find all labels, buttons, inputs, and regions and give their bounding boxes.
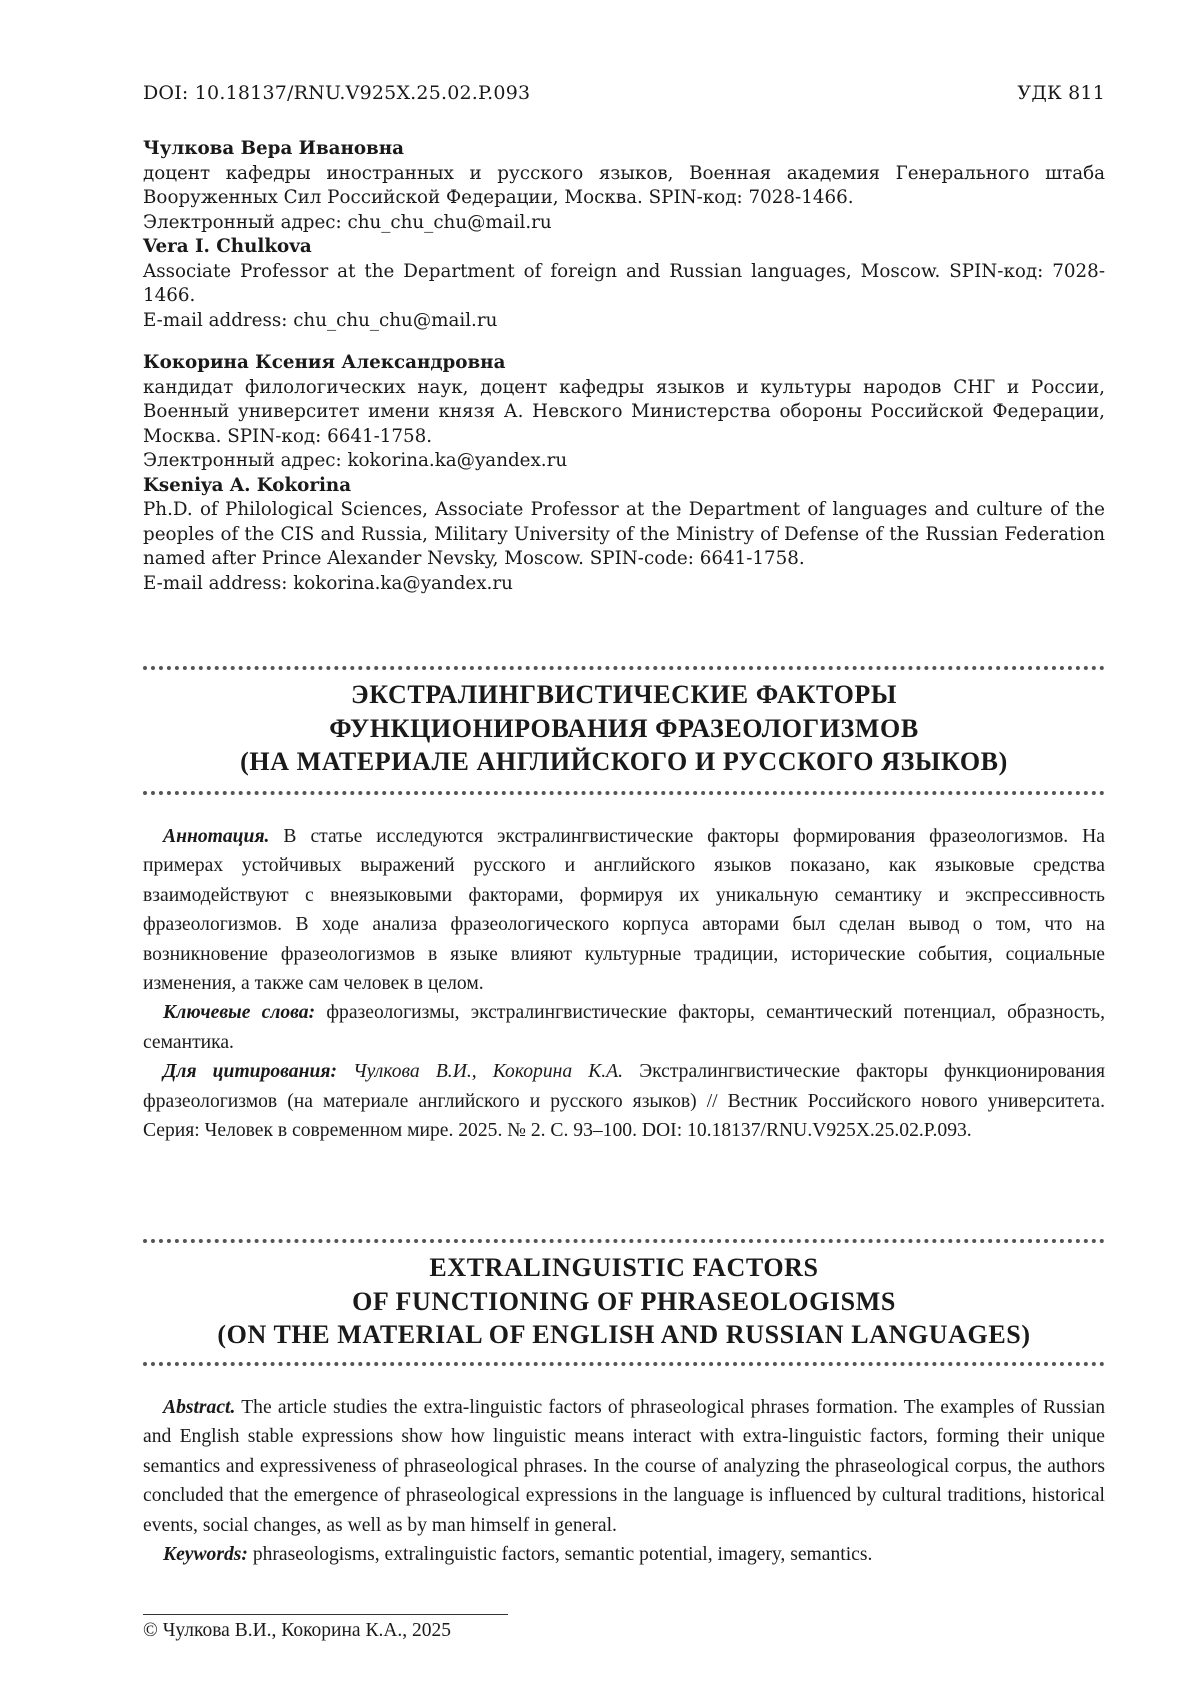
keywords-label: Ключевые слова: [163,1002,316,1024]
keywords-paragraph [143,1540,1105,1569]
doi-text: DOI: 10.18137/RNU.V925X.25.02.P.093 [143,82,531,104]
citation-paragraph [143,1057,1105,1145]
annotation-paragraph [143,822,1105,998]
abstract-en [143,1393,1105,1569]
author-name-ru: Кокорина Ксения Александровна [143,352,506,373]
copyright-footnote: © Чулкова В.И., Кокорина К.А., 2025 [143,1620,452,1641]
author-affiliation-en: Ph.D. of Philological Sciences, Associate Professor at the Department of languages and culture of the peoples of the CIS and Russia, Military University of the Ministry of Defense of the Russian Federation named after Prince Alexander Nevsky, Moscow. SPIN-code: 6641-1758. [143,499,1105,569]
page-header [143,82,1105,104]
citation-label: Для цитирования: [163,1061,337,1083]
title-line: ФУНКЦИОНИРОВАНИЯ ФРАЗЕОЛОГИЗМОВ [329,713,919,743]
abstract-paragraph [143,1393,1105,1540]
title-line: (ON THE MATERIAL OF ENGLISH AND RUSSIAN LANGUAGES) [217,1320,1031,1349]
dotted-divider [143,791,1105,795]
author-email-en: E-mail address: kokorina.ka@yandex.ru [143,572,513,594]
dotted-divider [143,666,1105,670]
title-line: OF FUNCTIONING OF PHRASEOLOGISMS [352,1286,896,1316]
title-line: EXTRALINGUISTIC FACTORS [429,1253,819,1282]
author-affiliation-ru: кандидат филологических наук, доцент кафедры языков и культуры народов СНГ и России, Военный университет имени князя А. Невского Министерства обороны Российской Федерации, Москва. SPIN-код: 6641-1758. [143,376,1105,447]
keywords-text: phraseologisms, extralinguistic factors, semantic potential, imagery, semantics. [252,1544,873,1566]
annotation-text: В статье исследуются экстралингвистические факторы формирования фразеологизмов. На примерах устойчивых выражений русского и английского языков показано, как языковые средства взаимодействуют с внеязыковыми факторами, формируя их уникальную семантику и экспрессивность фразеологизмов. В ходе анализа фразеологического корпуса авторами был сделан вывод о том, что на возникновение фразеологизмов в языке влияют культурные традиции, исторические события, социальные изменения, а также сам человек в целом. [143,826,1105,995]
author-affiliation-ru: доцент кафедры иностранных и русского языков, Военная академия Генерального штаба Вооруженных Сил Российской Федерации, Москва. SPIN-код: 7028-1466. [143,162,1105,208]
author-block [143,351,1105,596]
abstract-text: The article studies the extra-linguistic factors of phraseological phrases formation. The examples of Russian and English stable expressions show how linguistic means interact with extra-linguistic factors, forming their unique semantics and expressiveness of phraseological phrases. In the course of analyzing the phraseological corpus, the authors concluded that the emergence of phraseological expressions in the language is influenced by cultural traditions, historical events, social changes, as well as by man himself in general. [143,1397,1105,1536]
citation-text: Экстралингвистические факторы функционирования фразеологизмов (на материале английского и русского языков) // Вестник Российского нового университета. Серия: Человек в современном мире. 2025. № 2. С. 93–100. DOI: 10.18137/RNU.V925X.25.02.P.093. [143,1061,1105,1142]
article-title-ru [143,678,1105,779]
title-line: (НА МАТЕРИАЛЕ АНГЛИЙСКОГО И РУССКОГО ЯЗЫКОВ) [240,747,1008,776]
footnote-divider [143,1614,508,1615]
citation-authors: Чулкова В.И., Кокорина К.А. [353,1061,624,1083]
author-affiliation-en: Associate Professor at the Department of foreign and Russian languages, Moscow. SPIN-код: 7028-1466. [143,260,1105,306]
author-email-ru: Электронный адрес: chu_chu_chu@mail.ru [143,211,552,233]
author-email-ru: Электронный адрес: kokorina.ka@yandex.ru [143,450,568,471]
author-block [143,137,1105,333]
abstract-label: Abstract. [163,1397,236,1418]
author-email-en: E-mail address: chu_chu_chu@mail.ru [143,309,498,331]
dotted-divider [143,1239,1105,1243]
udk-text: УДК 811 [1017,82,1105,104]
author-name-en: Vera I. Chulkova [143,236,312,257]
annotation-label: Аннотация. [163,826,270,847]
title-line: ЭКСТРАЛИНГВИСТИЧЕСКИЕ ФАКТОРЫ [350,680,898,709]
keywords-paragraph [143,998,1105,1057]
dotted-divider [143,1362,1105,1366]
author-name-en: Kseniya A. Kokorina [143,474,352,496]
abstract-ru [143,822,1105,1145]
article-title-en [143,1251,1105,1352]
author-name-ru: Чулкова Вера Ивановна [143,138,404,159]
keywords-text: фразеологизмы, экстралингвистические факторы, семантический потенциал, образность, семантика. [143,1002,1106,1053]
keywords-label: Keywords: [163,1544,248,1566]
